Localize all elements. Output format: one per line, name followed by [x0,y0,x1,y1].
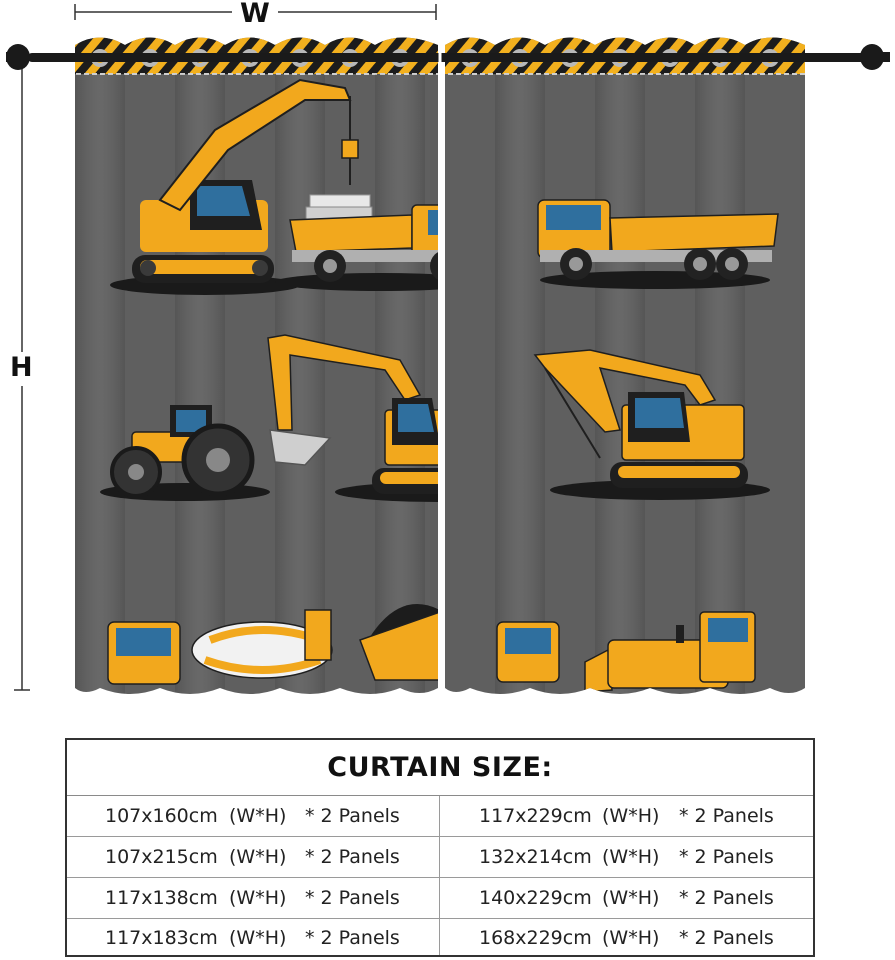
panel-count: * 2 Panels [305,887,400,909]
size-unit: (W*H) [229,887,287,909]
panel-count: * 2 Panels [305,805,400,827]
size-unit: (W*H) [229,805,287,827]
right-curtain-panel [440,30,820,710]
size-row [67,878,813,918]
size-row [67,918,813,958]
size-value: 107x160cm [105,805,218,827]
panel-count: * 2 Panels [679,846,774,868]
height-label: H [10,352,33,383]
size-value: 117x138cm [105,887,218,909]
size-row [67,796,813,836]
panel-count: * 2 Panels [305,846,400,868]
size-value: 107x215cm [105,846,218,868]
size-unit: (W*H) [602,927,660,949]
size-value: 117x229cm [479,805,592,827]
panel-count: * 2 Panels [679,805,774,827]
panel-count: * 2 Panels [679,927,774,949]
panel-count: * 2 Panels [305,927,400,949]
size-value: 132x214cm [479,846,592,868]
size-table-title: CURTAIN SIZE: [67,740,813,796]
curtain-size-table [65,738,815,957]
size-row [67,837,813,877]
dump-truck-icon [497,622,559,682]
size-unit: (W*H) [229,846,287,868]
size-unit: (W*H) [602,846,660,868]
size-unit: (W*H) [602,805,660,827]
panel-count: * 2 Panels [679,887,774,909]
size-unit: (W*H) [229,927,287,949]
size-value: 117x183cm [105,927,218,949]
width-label: W [240,0,270,29]
size-value: 140x229cm [479,887,592,909]
size-value: 168x229cm [479,927,592,949]
size-unit: (W*H) [602,887,660,909]
